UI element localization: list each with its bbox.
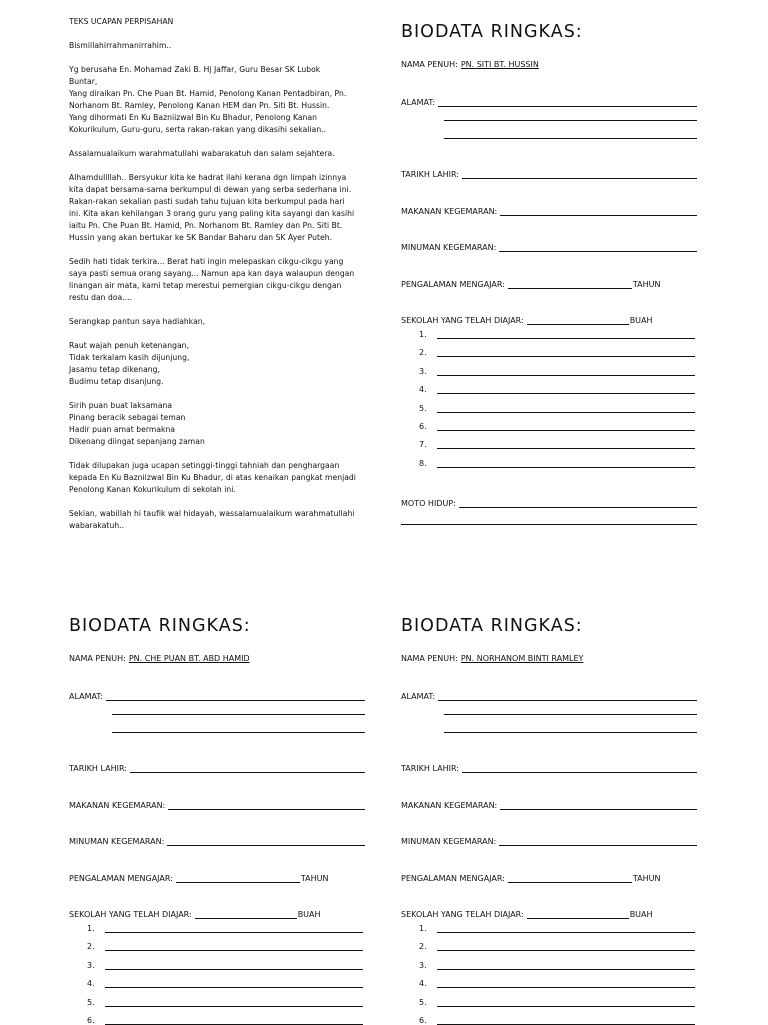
speech-line: Tidak terkalam kasih dijunjung, (69, 353, 190, 362)
sekolah-diajar-field-line[interactable] (195, 908, 297, 919)
makanan-kegemaran-field (401, 796, 697, 810)
list-number: 1. (87, 924, 95, 933)
speech-line: Hadir puan amat bermakna (69, 425, 176, 434)
sekolah-list-item[interactable] (419, 419, 695, 431)
pengalaman-mengajar-field-line[interactable] (508, 278, 632, 289)
sekolah-diajar-field (401, 905, 697, 919)
nama-penuh-field-value: PN. CHE PUAN BT. ABD HAMID (128, 654, 250, 663)
alamat-extra-line[interactable] (444, 137, 697, 139)
speech-line: restu dan doa.... (69, 293, 133, 302)
pengalaman-mengajar-field-label: PENGALAMAN MENGAJAR: (401, 280, 505, 289)
sekolah-list-item[interactable] (87, 976, 363, 988)
alamat-field (401, 93, 697, 107)
tarikh-lahir-field-line[interactable] (462, 168, 697, 179)
sekolah-list-item[interactable] (87, 921, 363, 933)
nama-penuh-field-value: PN. SITI BT. HUSSIN (460, 60, 539, 69)
speech-paragraph (69, 460, 365, 496)
biodata-card-che-puan (69, 615, 365, 1025)
sekolah-list-item[interactable] (419, 1013, 695, 1025)
list-number: 5. (419, 403, 427, 413)
biodata-card-norhanom (401, 615, 697, 1025)
pengalaman-mengajar-field-unit: TAHUN (300, 874, 329, 883)
makanan-kegemaran-field-label: MAKANAN KEGEMARAN: (401, 207, 498, 216)
list-number: 3. (87, 960, 95, 970)
minuman-kegemaran-field-label: MINUMAN KEGEMARAN: (401, 837, 497, 846)
makanan-kegemaran-field-label: MAKANAN KEGEMARAN: (69, 801, 166, 810)
speech-line: kita dapat bersama-sama berkumpul di dewan yang serba sederhana ini. (69, 185, 352, 194)
makanan-kegemaran-field (69, 796, 365, 810)
speech-line: Sedih hati tidak terkira... Berat hati ingin melepaskan cikgu-cikgu yang (69, 257, 344, 266)
list-number: 4. (419, 979, 427, 989)
list-line[interactable] (437, 996, 695, 1007)
speech-line: Budimu tetap disanjung. (69, 377, 164, 386)
list-number: 2. (419, 942, 427, 952)
list-number: 1. (419, 330, 427, 339)
speech-line: Jasamu tetap dikenang, (69, 365, 160, 374)
sekolah-list-item[interactable] (419, 995, 695, 1007)
list-line[interactable] (437, 457, 695, 468)
speech-line: Pinang beracik sebagai teman (69, 413, 186, 422)
biodata-heading: BIODATA RINGKAS: (401, 616, 583, 636)
speech-line: Assalamualaikum warahmatullahi wabarakatuh dan salam sejahtera. (69, 149, 335, 158)
alamat-field-label: ALAMAT: (401, 98, 436, 107)
speech-paragraph (69, 40, 365, 52)
pengalaman-mengajar-field-unit: TAHUN (632, 280, 661, 289)
alamat-extra-line[interactable] (444, 713, 697, 715)
pengalaman-mengajar-field (401, 869, 697, 883)
minuman-kegemaran-field (401, 832, 697, 846)
tarikh-lahir-field (69, 759, 365, 773)
list-line[interactable] (437, 346, 695, 357)
pengalaman-mengajar-field-line[interactable] (508, 872, 632, 883)
minuman-kegemaran-field (69, 832, 365, 846)
speech-paragraph (69, 148, 365, 160)
sekolah-list-item[interactable] (87, 958, 363, 970)
pengalaman-mengajar-field-unit: TAHUN (632, 874, 661, 883)
alamat-field-line[interactable] (438, 96, 697, 107)
sekolah-list-item[interactable] (87, 939, 363, 951)
sekolah-list-item[interactable] (419, 921, 695, 933)
alamat-extra-line[interactable] (444, 731, 697, 733)
tarikh-lahir-field (401, 759, 697, 773)
speech-line: Raut wajah penuh ketenangan, (69, 341, 189, 350)
tarikh-lahir-field-label: TARIKH LAHIR: (401, 764, 459, 773)
list-number: 6. (87, 1016, 95, 1025)
speech-line: Serangkap pantun saya hadiahkan, (69, 317, 206, 326)
sekolah-diajar-field-unit: BUAH (629, 316, 653, 325)
sekolah-diajar-field-unit: BUAH (297, 910, 321, 919)
moto-hidup-field-line[interactable] (459, 497, 697, 508)
nama-penuh-field (401, 55, 697, 69)
sekolah-list-item[interactable] (87, 995, 363, 1007)
makanan-kegemaran-field-label: MAKANAN KEGEMARAN: (401, 801, 498, 810)
alamat-field-label: ALAMAT: (401, 692, 436, 701)
alamat-field-line[interactable] (438, 690, 697, 701)
tarikh-lahir-field-label: TARIKH LAHIR: (69, 764, 127, 773)
sekolah-list-item[interactable] (419, 976, 695, 988)
sekolah-diajar-field-label: SEKOLAH YANG TELAH DIAJAR: (401, 910, 524, 919)
speech-line: Alhamdulillah.. Bersyukur kita ke hadrat ilahi kerana dgn limpah izinnya (69, 173, 347, 182)
speech-title: TEKS UCAPAN PERPISAHAN (69, 17, 174, 26)
list-line[interactable] (437, 438, 695, 449)
sekolah-list-item[interactable] (87, 1013, 363, 1025)
speech-line: Sekian, wabillah hi taufik wal hidayah, wassalamualaikum warahmatullahi (69, 509, 355, 518)
speech-paragraph (69, 508, 365, 532)
list-line[interactable] (105, 940, 363, 951)
minuman-kegemaran-field-line[interactable] (167, 835, 365, 846)
sekolah-diajar-field-unit: BUAH (629, 910, 653, 919)
biodata-heading: BIODATA RINGKAS: (401, 22, 583, 42)
list-number: 2. (419, 348, 427, 358)
tarikh-lahir-field (401, 165, 697, 179)
minuman-kegemaran-field-line[interactable] (499, 241, 697, 252)
makanan-kegemaran-field-line[interactable] (168, 799, 365, 810)
speech-line: Penolong Kanan Kokurikulum di sekolah ini. (69, 485, 236, 494)
speech-line: Yg berusaha En. Mohamad Zaki B. Hj Jaffar, Guru Besar SK Lubok (69, 65, 321, 74)
alamat-field-line[interactable] (106, 690, 365, 701)
minuman-kegemaran-field-label: MINUMAN KEGEMARAN: (401, 243, 497, 252)
list-line[interactable] (105, 996, 363, 1007)
list-line[interactable] (105, 922, 363, 933)
list-number: 5. (87, 997, 95, 1007)
speech-line: kepada En Ku Bazniizwal Bin Ku Bhadur, di atas kenaikan pangkat menjadi (69, 473, 356, 482)
list-line[interactable] (105, 1014, 363, 1025)
alamat-field (69, 687, 365, 701)
speech-line: ini. Kita akan kehilangan 3 orang guru yang paling kita sayangi dan kasihi (69, 209, 355, 218)
speech-line: Bismillahirrahmanirrahim.. (69, 41, 172, 50)
nama-penuh-field-value: PN. NORHANOM BINTI RAMLEY (460, 654, 584, 663)
list-number: 6. (419, 422, 427, 431)
speech-line: wabarakatuh.. (69, 521, 125, 530)
speech-line: Dikenang diingat sepanjang zaman (69, 437, 205, 446)
speech-line: Buntar, (69, 77, 98, 86)
list-line[interactable] (437, 959, 695, 970)
list-line[interactable] (437, 1014, 695, 1025)
speech-paragraph (69, 64, 365, 136)
sekolah-diajar-field (401, 311, 697, 325)
sekolah-list-item[interactable] (419, 382, 695, 394)
alamat-field (401, 687, 697, 701)
nama-penuh-field-label: NAMA PENUH: (69, 654, 126, 663)
speech-line: Hussin yang akan bertukar ke SK Bandar Baharu dan SK Ayer Puteh. (69, 233, 333, 242)
makanan-kegemaran-field-line[interactable] (500, 799, 697, 810)
sekolah-list-item[interactable] (419, 958, 695, 970)
alamat-extra-line[interactable] (112, 731, 365, 733)
list-line[interactable] (437, 940, 695, 951)
pengalaman-mengajar-field-line[interactable] (176, 872, 300, 883)
minuman-kegemaran-field-label: MINUMAN KEGEMARAN: (69, 837, 165, 846)
list-line[interactable] (437, 383, 695, 394)
speech-text (69, 16, 365, 544)
speech-line: saya pasti semua orang sayang... Namun apa kan daya walaupun dengan (69, 269, 355, 278)
sekolah-diajar-field-label: SEKOLAH YANG TELAH DIAJAR: (401, 316, 524, 325)
sekolah-diajar-field-label: SEKOLAH YANG TELAH DIAJAR: (69, 910, 192, 919)
biodata-card-siti (401, 21, 697, 508)
speech-line: Yang dihormati En Ku Bazniizwal Bin Ku Bhadur, Penolong Kanan (69, 113, 318, 122)
list-number: 1. (419, 924, 427, 933)
list-number: 5. (419, 997, 427, 1007)
sekolah-list-item[interactable] (419, 364, 695, 376)
moto-hidup-field-label: MOTO HIDUP: (401, 499, 456, 508)
list-number: 6. (419, 1016, 427, 1025)
sekolah-list-item[interactable] (419, 401, 695, 413)
list-line[interactable] (437, 420, 695, 431)
pengalaman-mengajar-field (401, 275, 697, 289)
speech-paragraph (69, 172, 365, 244)
list-number: 2. (87, 942, 95, 952)
tarikh-lahir-field-label: TARIKH LAHIR: (401, 170, 459, 179)
minuman-kegemaran-field (401, 238, 697, 252)
speech-line: linangan air mata, kami tetap merestui pemergian cikgu-cikgu dengan (69, 281, 342, 290)
pengalaman-mengajar-field (69, 869, 365, 883)
speech-line: Sirih puan buat laksamana (69, 401, 173, 410)
list-number: 4. (419, 385, 427, 395)
makanan-kegemaran-field-line[interactable] (500, 205, 697, 216)
sekolah-list-item[interactable] (419, 345, 695, 357)
pengalaman-mengajar-field-label: PENGALAMAN MENGAJAR: (69, 874, 173, 883)
speech-line: Kokurikulum, Guru-guru, serta rakan-rakan yang dikasihi sekalian.. (69, 125, 327, 134)
sekolah-list-item[interactable] (419, 327, 695, 339)
minuman-kegemaran-field-line[interactable] (499, 835, 697, 846)
list-line[interactable] (105, 977, 363, 988)
sekolah-list-item[interactable] (419, 939, 695, 951)
moto-hidup-field (401, 494, 697, 508)
speech-paragraph (69, 316, 365, 328)
alamat-extra-line[interactable] (112, 713, 365, 715)
sekolah-diajar-field-line[interactable] (527, 314, 629, 325)
alamat-field-label: ALAMAT: (69, 692, 104, 701)
list-number: 3. (419, 366, 427, 376)
list-line[interactable] (437, 977, 695, 988)
alamat-extra-line[interactable] (444, 119, 697, 121)
nama-penuh-field (69, 649, 365, 663)
speech-paragraph (69, 256, 365, 304)
list-line[interactable] (437, 328, 695, 339)
tarikh-lahir-field-line[interactable] (130, 762, 365, 773)
nama-penuh-field-label: NAMA PENUH: (401, 60, 458, 69)
nama-penuh-field-label: NAMA PENUH: (401, 654, 458, 663)
list-number: 7. (419, 440, 427, 450)
speech-paragraph (69, 400, 365, 448)
speech-line: Yang diraikan Pn. Che Puan Bt. Hamid, Penolong Kanan Pentadbiran, Pn. (69, 89, 347, 98)
list-number: 4. (87, 979, 95, 989)
sekolah-list-item[interactable] (419, 456, 695, 468)
sekolah-diajar-field-line[interactable] (527, 908, 629, 919)
sekolah-diajar-field (69, 905, 365, 919)
list-line[interactable] (437, 922, 695, 933)
speech-line: Tidak dilupakan juga ucapan setinggi-tinggi tahniah dan penghargaan (69, 461, 340, 470)
list-line[interactable] (105, 959, 363, 970)
list-number: 8. (419, 458, 427, 468)
list-line[interactable] (437, 402, 695, 413)
tarikh-lahir-field-line[interactable] (462, 762, 697, 773)
moto-extra-line[interactable] (401, 523, 697, 525)
list-line[interactable] (437, 365, 695, 376)
makanan-kegemaran-field (401, 202, 697, 216)
speech-paragraph (69, 340, 365, 388)
list-number: 3. (419, 960, 427, 970)
pengalaman-mengajar-field-label: PENGALAMAN MENGAJAR: (401, 874, 505, 883)
sekolah-list-item[interactable] (419, 437, 695, 449)
speech-line: iaitu Pn. Che Puan Bt. Hamid, Pn. Norhanom Bt. Ramley dan Pn. Siti Bt. (69, 221, 343, 230)
nama-penuh-field (401, 649, 697, 663)
speech-line: Rakan-rakan sekalian pasti sudah tahu tujuan kita berkumpul pada hari (69, 197, 345, 206)
biodata-heading: BIODATA RINGKAS: (69, 616, 251, 636)
speech-line: Norhanom Bt. Ramley, Penolong Kanan HEM dan Pn. Siti Bt. Hussin. (69, 101, 330, 110)
